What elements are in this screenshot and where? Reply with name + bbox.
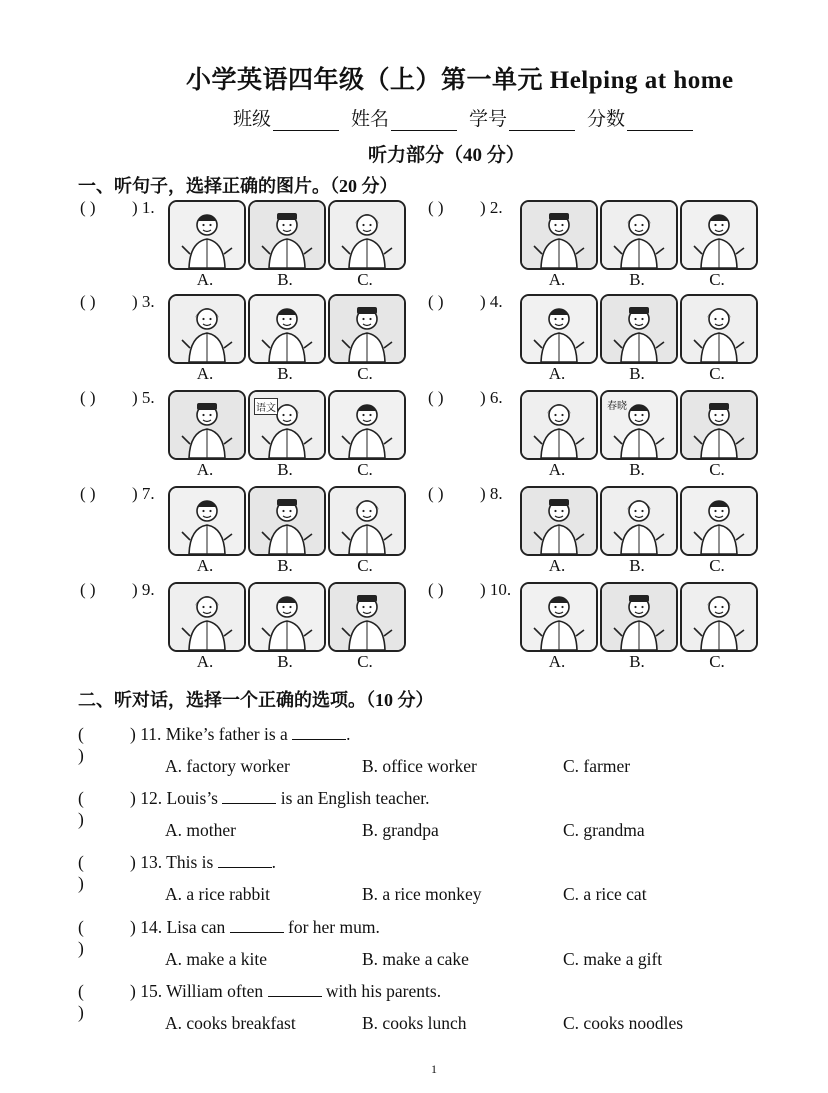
answer-blank[interactable]: ( ) <box>428 580 444 599</box>
question-number: ) 7. <box>132 484 155 503</box>
option-label-c: C. <box>357 364 373 383</box>
option-label-c: C. <box>709 556 725 575</box>
answer-blank[interactable]: ( ) <box>78 788 84 829</box>
student-number-field[interactable] <box>469 104 575 131</box>
option-label-b: B. <box>277 460 293 479</box>
fill-in-blank <box>292 725 346 740</box>
option-label-a: A. <box>548 556 566 575</box>
option-label-b: B. <box>629 364 645 383</box>
answer-blank[interactable]: ( ) <box>80 580 96 599</box>
page-title: 小学英语四年级（上）第一单元 Helping at home <box>186 67 734 94</box>
answer-blank[interactable]: ( ) <box>80 388 96 407</box>
option-label-a: A. <box>548 270 566 289</box>
choice-option-a[interactable]: A. mother <box>165 820 236 840</box>
option-label-a: A. <box>548 364 566 383</box>
question-stem <box>130 852 276 873</box>
listening-part-title: 听力部分（40 分） <box>368 145 525 166</box>
question-number: ) 9. <box>132 580 155 599</box>
question-stem <box>130 724 351 745</box>
question-number: ) 1. <box>132 198 155 217</box>
answer-blank[interactable]: ( ) <box>80 484 96 503</box>
option-picture-c[interactable] <box>680 582 758 652</box>
option-picture-b[interactable] <box>600 200 678 270</box>
option-label-a: A. <box>196 270 214 289</box>
stem-text-end: . <box>346 724 351 744</box>
option-label-c: C. <box>357 460 373 479</box>
answer-blank[interactable]: ( ) <box>80 198 96 217</box>
choice-option-b[interactable]: B. cooks lunch <box>362 1013 467 1033</box>
option-label-c: C. <box>357 556 373 575</box>
option-picture-a[interactable] <box>520 582 598 652</box>
choice-option-a[interactable]: A. make a kite <box>165 949 268 969</box>
choice-option-c[interactable]: C. grandma <box>563 820 645 840</box>
question-number: ) 6. <box>480 388 503 407</box>
option-picture-b[interactable] <box>600 294 678 364</box>
question-number: ) 3. <box>132 292 155 311</box>
answer-blank[interactable]: ( ) <box>80 292 96 311</box>
picture-question-8 <box>0 484 828 580</box>
option-label-a: A. <box>548 460 566 479</box>
fill-in-blank <box>268 982 322 997</box>
option-picture-c[interactable] <box>680 486 758 556</box>
choice-option-b[interactable]: B. office worker <box>362 756 477 776</box>
option-label-b: B. <box>277 364 293 383</box>
page-number: 1 <box>431 1062 437 1076</box>
question-number: ) 5. <box>132 388 155 407</box>
choice-option-c[interactable]: C. make a gift <box>563 949 663 969</box>
fill-in-blank <box>218 853 272 868</box>
option-label-b: B. <box>277 270 293 289</box>
answer-blank[interactable]: ( ) <box>428 198 444 217</box>
question-stem <box>130 917 380 938</box>
name-label: 姓名 <box>351 109 390 130</box>
option-label-b: B. <box>277 556 293 575</box>
option-label-a: A. <box>196 556 214 575</box>
section2-heading: 二、听对话，选择一个正确的选项。（10 分） <box>78 690 434 710</box>
picture-question-4 <box>0 292 828 388</box>
option-label-a: A. <box>548 652 566 671</box>
option-label-c: C. <box>357 270 373 289</box>
choice-option-a[interactable]: A. a rice rabbit <box>165 884 270 904</box>
score-label: 分数 <box>587 109 626 130</box>
option-label-b: B. <box>629 270 645 289</box>
name-field[interactable] <box>351 104 457 131</box>
question-number: ) 8. <box>480 484 503 503</box>
option-label-b: B. <box>629 556 645 575</box>
option-picture-b[interactable] <box>600 390 678 460</box>
choice-option-b[interactable]: B. make a cake <box>362 949 469 969</box>
class-label: 班级 <box>233 109 272 130</box>
answer-blank[interactable]: ( ) <box>428 292 444 311</box>
student-number-blank[interactable] <box>509 112 575 131</box>
choice-option-c[interactable]: C. a rice cat <box>563 884 647 904</box>
question-stem <box>130 981 441 1002</box>
picture-question-6 <box>0 388 828 484</box>
stem-text-end: for her mum. <box>283 917 380 937</box>
fill-in-blank <box>230 918 284 933</box>
option-label-a: A. <box>196 460 214 479</box>
class-blank[interactable] <box>273 112 339 131</box>
answer-blank[interactable]: ( ) <box>428 484 444 503</box>
option-picture-a[interactable] <box>520 294 598 364</box>
option-label-c: C. <box>709 652 725 671</box>
question-number: ) 10. <box>480 580 512 599</box>
choice-option-a[interactable]: A. cooks breakfast <box>165 1013 296 1033</box>
student-info-row <box>233 104 693 131</box>
stem-text: ) 14. Lisa can <box>130 917 230 937</box>
score-field[interactable] <box>587 104 693 131</box>
spring-gala-label: 春晓 <box>607 401 627 412</box>
answer-blank[interactable]: ( ) <box>428 388 444 407</box>
fill-in-blank <box>222 789 276 804</box>
student-number-label: 学号 <box>469 109 508 130</box>
answer-blank[interactable]: ( ) <box>78 852 84 893</box>
answer-blank[interactable]: ( ) <box>78 917 84 958</box>
choice-option-c[interactable]: C. farmer <box>563 756 631 776</box>
option-label-b: B. <box>629 652 645 671</box>
option-picture-b[interactable] <box>600 486 678 556</box>
option-label-c: C. <box>709 460 725 479</box>
picture-question-10 <box>0 580 828 676</box>
option-label-c: C. <box>709 364 725 383</box>
option-label-a: A. <box>196 364 214 383</box>
option-picture-c[interactable] <box>680 294 758 364</box>
option-label-b: B. <box>629 460 645 479</box>
option-picture-a[interactable] <box>520 486 598 556</box>
section1-heading: 一、听句子，选择正确的图片。（20 分） <box>78 176 398 196</box>
option-picture-a[interactable] <box>520 390 598 460</box>
answer-blank[interactable]: ( ) <box>78 724 84 765</box>
question-number: ) 2. <box>480 198 503 217</box>
stem-text: ) 13. This is <box>130 852 218 872</box>
stem-text: ) 11. Mike’s father is a <box>130 724 293 744</box>
question-number: ) 4. <box>480 292 503 311</box>
choice-option-b[interactable]: B. grandpa <box>362 820 439 840</box>
stem-text: ) 15. William often <box>130 981 268 1001</box>
question-stem <box>130 788 429 809</box>
choice-option-b[interactable]: B. a rice monkey <box>362 884 482 904</box>
option-picture-c[interactable] <box>680 200 758 270</box>
class-field[interactable] <box>233 104 339 131</box>
option-picture-a[interactable] <box>520 200 598 270</box>
option-label-c: C. <box>357 652 373 671</box>
name-blank[interactable] <box>391 112 457 131</box>
option-picture-c[interactable] <box>680 390 758 460</box>
score-blank[interactable] <box>627 112 693 131</box>
stem-text-end: . <box>271 852 277 872</box>
choice-option-c[interactable]: C. cooks noodles <box>563 1013 684 1033</box>
stem-text-end: with his parents. <box>321 981 442 1001</box>
option-picture-b[interactable] <box>600 582 678 652</box>
stem-text: ) 12. Louis’s <box>130 788 223 808</box>
option-label-a: A. <box>196 652 214 671</box>
chinese-book-label: 语文 <box>254 398 278 415</box>
choice-option-a[interactable]: A. factory worker <box>165 756 290 776</box>
option-label-c: C. <box>709 270 725 289</box>
option-label-b: B. <box>277 652 293 671</box>
answer-blank[interactable]: ( ) <box>78 981 84 1022</box>
stem-text-end: is an English teacher. <box>276 788 430 808</box>
picture-question-2 <box>0 198 828 294</box>
